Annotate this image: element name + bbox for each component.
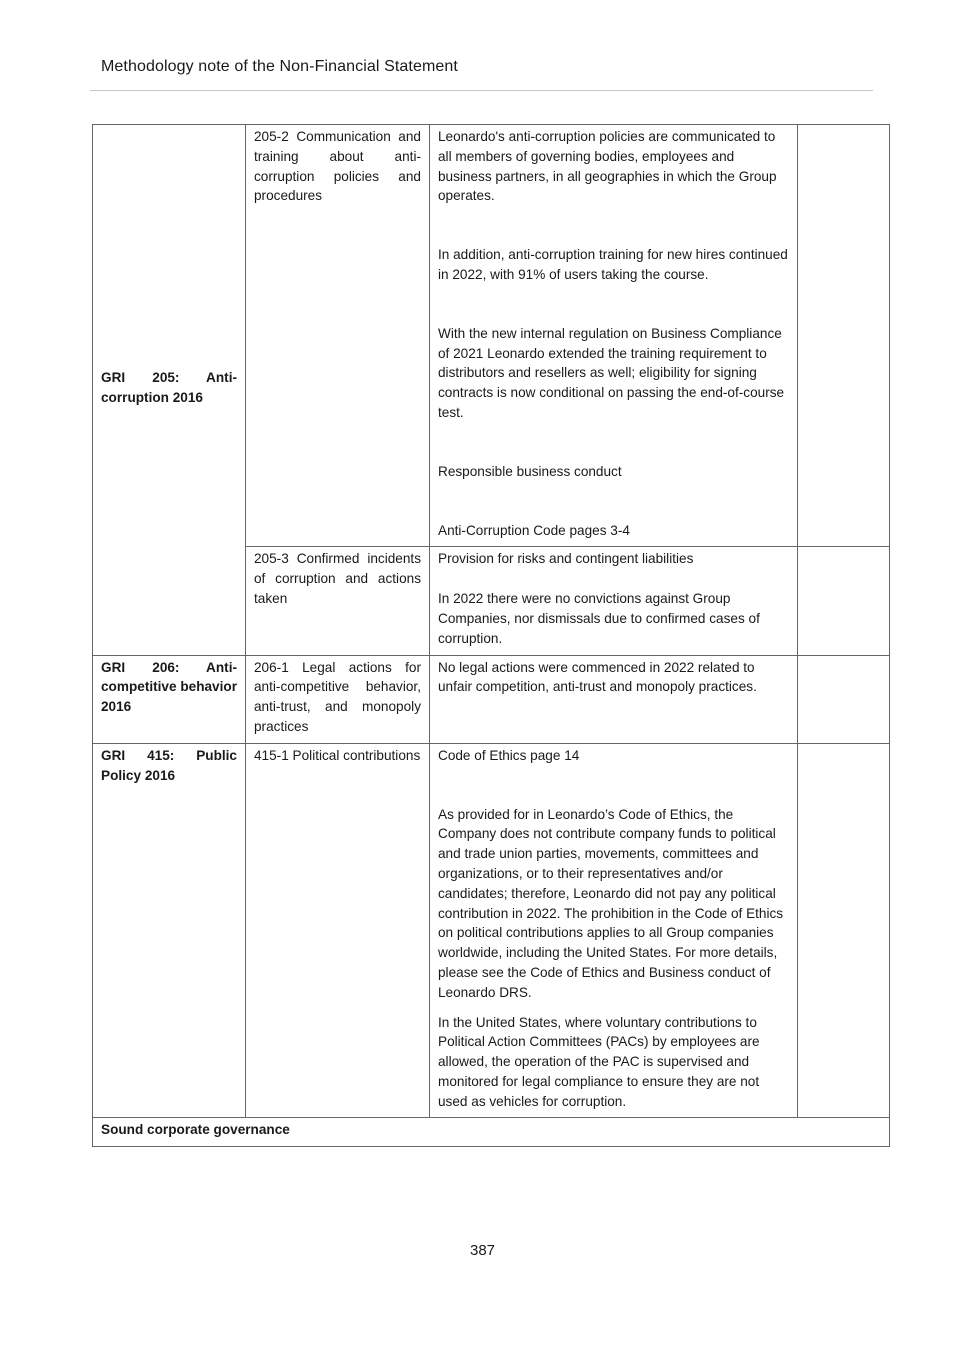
paragraph: In addition, anti-corruption training for new hires continued in 2022, with 91% of users taking the course. [438,247,788,282]
disclosure-205-2-cell [246,125,430,547]
page-number: 387 [469,1242,496,1259]
paragraph: Leonardo's anti-corruption policies are communicated to all members of governing bodies, employees and business partners, in all geographies in which the Group operates. [438,129,777,204]
header-divider [90,90,873,91]
gri-205-standard-label: GRI 205: Anti-corruption 2016 [101,369,237,405]
omission-cell [798,743,890,1118]
paragraph: With the new internal regulation on Business Compliance of 2021 Leonardo extended the training requirement to distributors and resellers as well; eligibility for signing contracts is now conditional on passing the end-of-course test. [438,325,785,420]
gri-415-standard-label: GRI 415: Public Policy 2016 [101,747,237,783]
disclosure-205-3-content [430,547,798,655]
omission-cell [798,125,890,547]
paragraph: In 2022 there were no convictions against Group Companies, nor dismissals due to confirmed cases of corruption. [438,591,760,646]
omission-cell [798,655,890,743]
disclosure-206-1-content [430,655,798,743]
reference-link: Anti-Corruption Code pages 3-4 [438,522,630,538]
disclosure-415-1-label: 415-1 Political contributions [254,747,421,763]
gri-415-standard-cell [93,743,246,1118]
disclosure-205-2-content [430,125,798,547]
reference-link: Provision for risks and contingent liabilities [438,551,694,567]
reference-link: Responsible business conduct [438,463,622,479]
section-label: Sound corporate governance [93,1118,890,1147]
omission-cell [798,547,890,655]
gri-206-standard-label: GRI 206: Anti-competitive behavior 2016 [101,659,237,715]
disclosure-206-1-label: 206-1 Legal actions for anti-competitive behavior, anti-trust, and monopoly practices [254,659,421,734]
paragraph: No legal actions were commenced in 2022 related to unfair competition, anti-trust and monopoly practices. [438,659,757,695]
reference-link: Code of Ethics page 14 [438,747,580,763]
gri-205-standard-cell [93,125,246,656]
disclosure-205-3-label: 205-3 Confirmed incidents of corruption and actions taken [254,551,421,606]
disclosure-415-1-content [430,743,798,1118]
page-header-title: Methodology note of the Non-Financial Statement [101,58,458,75]
disclosure-205-3-cell [246,547,430,655]
paragraph: In the United States, where voluntary contributions to Political Action Committees (PACs) by employees are allowed, the operation of the PAC is supervised and monitored for legal compliance to ensure they are not used as vehicles for corruption. [438,1014,760,1109]
disclosure-205-2-label: 205-2 Communication and training about anti-corruption policies and procedures [254,129,421,204]
table-row [93,125,890,547]
gri-content-index-table [92,124,890,1147]
gri-206-standard-cell [93,655,246,743]
disclosure-206-1-cell [246,655,430,743]
disclosure-415-1-cell [246,743,430,1118]
table-row [93,655,890,743]
paragraph: As provided for in Leonardo’s Code of Ethics, the Company does not contribute company funds to political and trade union parties, movements, committees and organizations, or to their representatives and/or candidates; therefore, Leonardo did not pay any political contribution in 2022. The prohibition in the Code of Ethics on political contributions applies to all Group companies worldwide, including the United States. For more details, please see the Code of Ethics and Business conduct of Leonardo DRS. [438,806,784,1000]
table-row [93,743,890,1118]
section-row [93,1118,890,1147]
